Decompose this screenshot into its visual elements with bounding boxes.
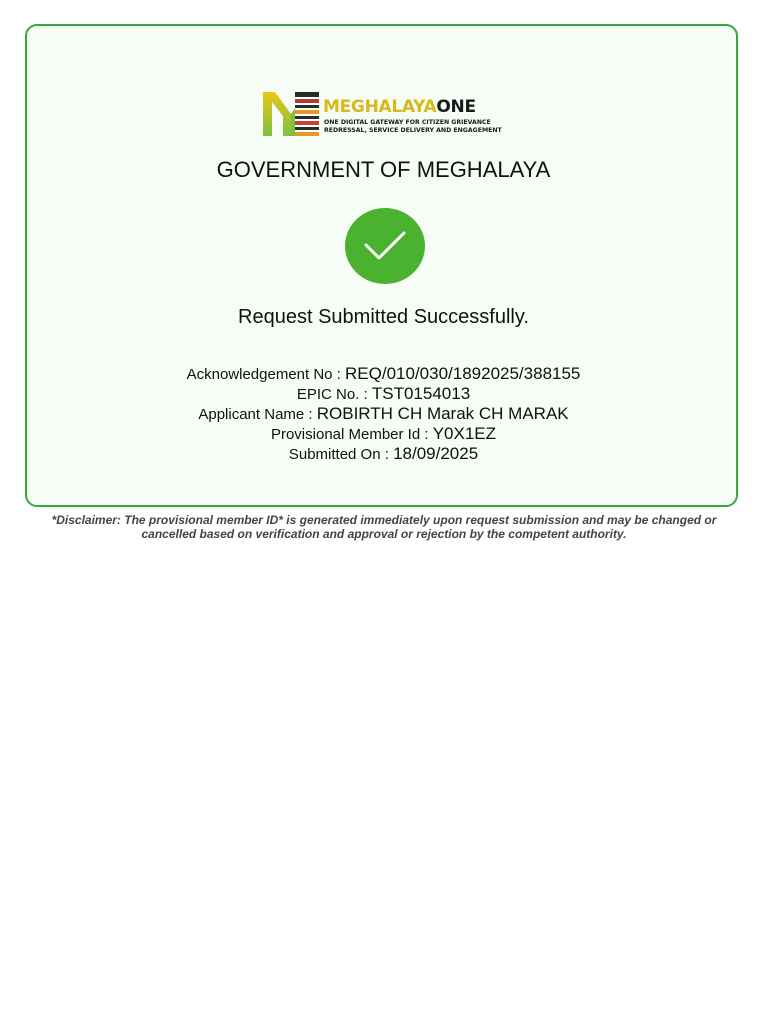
logo-brand-part1: MEGHALAYA (323, 97, 437, 117)
check-icon (345, 208, 425, 284)
applicant-name: ROBIRTH CH Marak CH MARAK (316, 404, 569, 423)
submitted-date: 18/09/2025 (393, 444, 479, 463)
logo-m-emblem-icon (261, 88, 321, 138)
logo-tagline-line1: ONE DIGITAL GATEWAY FOR CITIZEN GRIEVANCE (324, 119, 491, 126)
submission-details (27, 364, 740, 464)
detail-label: Applicant Name : (198, 406, 317, 423)
success-message: Request Submitted Successfully. (238, 306, 529, 328)
detail-label: Acknowledgement No : (186, 366, 346, 383)
logo-tagline-line2: REDRESSAL, SERVICE DELIVERY AND ENGAGEMENT (324, 127, 502, 134)
logo-tagline (324, 119, 502, 135)
detail-row-applicant (27, 404, 740, 424)
logo-brand-part2: ONE (436, 97, 476, 117)
success-badge (345, 208, 425, 284)
logo-brand-name (323, 98, 476, 116)
detail-label: Submitted On : (288, 446, 394, 463)
detail-row-member-id (27, 424, 740, 444)
disclaimer-text: *Disclaimer: The provisional member ID* is generated immediately upon request submission and may be changed or cancelled based on verification and approval or rejection by the competent authority. (51, 513, 717, 541)
detail-row-submitted-on (27, 444, 740, 464)
provisional-member-id: Y0X1EZ (432, 424, 497, 443)
page-title: GOVERNMENT OF MEGHALAYA (216, 157, 551, 182)
detail-row-epic (27, 384, 740, 404)
detail-row-acknowledgement (27, 364, 740, 384)
confirmation-card (25, 24, 738, 507)
acknowledgement-number: REQ/010/030/1892025/388155 (345, 364, 581, 383)
detail-label: Provisional Member Id : (270, 426, 433, 443)
meghalaya-one-logo (261, 86, 511, 140)
epic-number: TST0154013 (371, 384, 471, 403)
detail-label: EPIC No. : (296, 386, 372, 403)
